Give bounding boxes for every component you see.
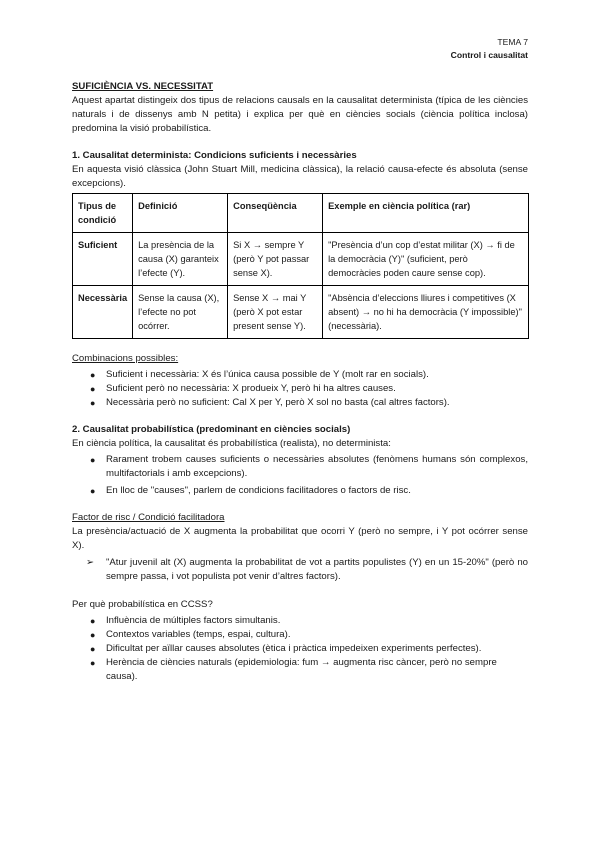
list-item-text: Herència de ciències naturals (epidemiologia: fum → augmenta risc càncer, però no sempre causa). — [106, 657, 497, 682]
why-list — [72, 614, 528, 684]
bullet-icon: ● — [90, 616, 96, 626]
section2-list — [72, 453, 528, 498]
page-header — [72, 36, 528, 62]
list-item — [90, 642, 528, 656]
factor-heading: Factor de risc / Condició facilitadora — [72, 512, 225, 523]
combinations-heading: Combinacions possibles: — [72, 353, 179, 364]
bullet-icon: ● — [90, 658, 96, 668]
list-item — [90, 382, 528, 396]
why-heading: Per què probabilística en CCSS? — [72, 599, 213, 610]
section1-paragraph: En aquesta visió clàssica (John Stuart Mill, medicina clàssica), la relació causa-efecte és absoluta (sense excepcions). — [72, 164, 528, 189]
table-cell: Sense X → mai Y (però X pot estar present sense Y). — [228, 286, 323, 339]
table-cell: Suficient — [73, 233, 133, 286]
list-item — [90, 656, 528, 684]
bullet-icon: ● — [90, 370, 96, 380]
section-title: SUFICIÈNCIA VS. NECESSITAT — [72, 81, 214, 92]
table-cell: "Presència d’un cop d’estat militar (X) → fi de la democràcia (Y)" (suficient, però democràcies poden caure sense cop). — [323, 233, 529, 286]
list-item-text: Suficient i necessària: X és l’única causa possible de Y (molt rar en socials). — [106, 369, 429, 380]
list-item-text: Rarament trobem causes suficients o necessàries absolutes (fenòmens humans són complexos, multifactorials i amb excepcions). — [106, 454, 528, 479]
list-item-text: Dificultat per aïllar causes absolutes (ètica i pràctica impedeixen experiments perfectes). — [106, 643, 482, 654]
table-cell: "Absència d’eleccions lliures i competitives (X absent) → no hi ha democràcia (Y impossible)" (necessària). — [323, 286, 529, 339]
list-item — [90, 614, 528, 628]
table-row — [73, 286, 529, 339]
list-item — [90, 396, 528, 410]
list-item — [90, 368, 528, 382]
factor-example — [72, 556, 528, 584]
list-item-text: Influència de múltiples factors simultanis. — [106, 615, 281, 626]
header-subtitle: Control i causalitat — [450, 50, 528, 60]
table-cell: Sense la causa (X), l’efecte no pot ocórrer. — [133, 286, 228, 339]
list-item-text: Contextos variables (temps, espai, cultura). — [106, 629, 291, 640]
table-header-cell: Conseqüència — [228, 194, 323, 233]
bullet-icon: ● — [90, 455, 96, 465]
table-header-cell: Definició — [133, 194, 228, 233]
bullet-icon: ● — [90, 384, 96, 394]
table-cell: Si X → sempre Y (però Y pot passar sense X). — [228, 233, 323, 286]
combinations-list — [72, 368, 528, 410]
intro-paragraph: Aquest apartat distingeix dos tipus de relacions causals en la causalitat determinista (típica de les ciències naturals i de dissenys amb N petita) i explica per què en ciències socials (ciència política inclosa) predomina la visió probabilística. — [72, 95, 528, 134]
section2-heading: 2. Causalitat probabilística (predominant en ciències socials) — [72, 424, 351, 435]
list-item — [90, 628, 528, 642]
header-topic: TEMA 7 — [497, 37, 528, 47]
table-header-cell: Tipus de condició — [73, 194, 133, 233]
list-item — [90, 484, 528, 498]
table-header-cell: Exemple en ciència política (rar) — [323, 194, 529, 233]
bullet-icon: ● — [90, 486, 96, 496]
bullet-icon: ● — [90, 644, 96, 654]
table-cell: La presència de la causa (X) garanteix l’efecte (Y). — [133, 233, 228, 286]
table-row — [73, 233, 529, 286]
conditions-table — [72, 193, 529, 339]
table-cell: Necessària — [73, 286, 133, 339]
section2-paragraph: En ciència política, la causalitat és probabilística (realista), no determinista: — [72, 438, 391, 449]
bullet-icon: ● — [90, 398, 96, 408]
bullet-icon: ● — [90, 630, 96, 640]
list-item-text: En lloc de "causes", parlem de condicions facilitadores o factors de risc. — [106, 485, 411, 496]
list-item-text: Suficient però no necessària: X produeix Y, però hi ha altres causes. — [106, 383, 396, 394]
arrow-bullet-icon: ➢ — [86, 557, 95, 568]
factor-paragraph: La presència/actuació de X augmenta la probabilitat que ocorri Y (però no sempre, i Y pot ocórrer sense X). — [72, 526, 528, 551]
factor-example-text: "Atur juvenil alt (X) augmenta la probabilitat de vot a partits populistes (Y) en un 15-20%" (però no sempre passa, i vot populista pot venir d’altres factors). — [106, 557, 528, 582]
section1-heading: 1. Causalitat determinista: Condicions suficients i necessàries — [72, 150, 357, 161]
list-item-text: Necessària però no suficient: Cal X per Y, però X sol no basta (cal altres factors). — [106, 397, 450, 408]
list-item — [90, 453, 528, 481]
table-header-row — [73, 194, 529, 233]
